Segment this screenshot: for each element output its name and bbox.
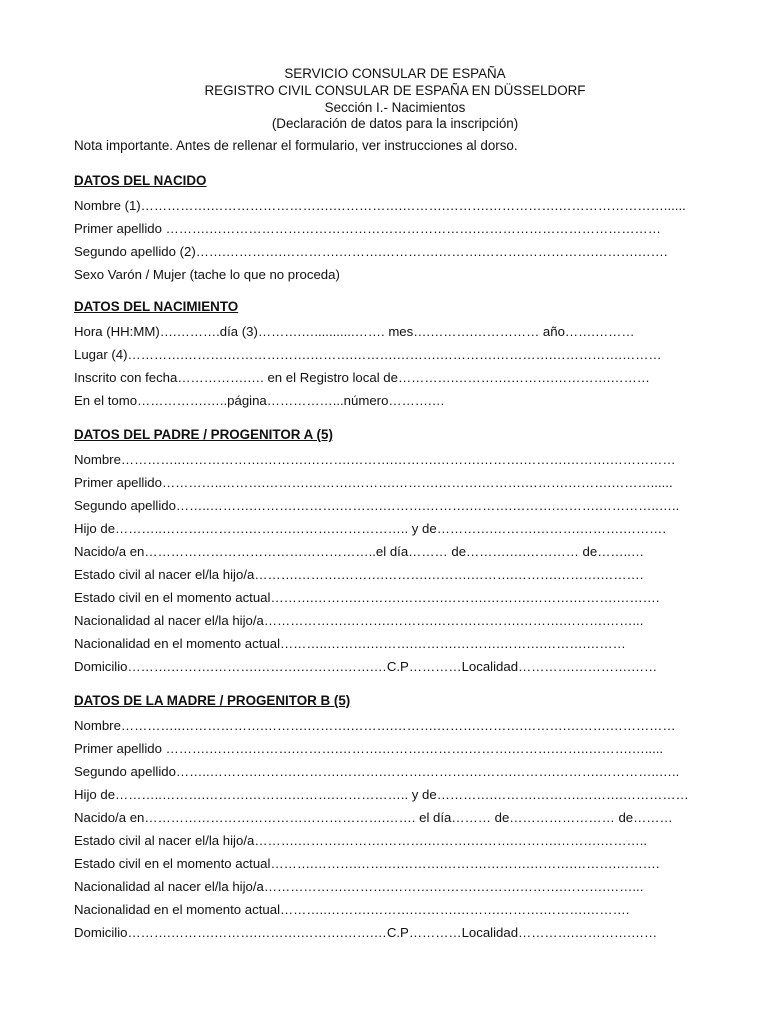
- field-line: Segundo apellido……..……….……….……….……….……….……….……….……….……….…………..…..: [74, 764, 680, 779]
- field-line: Nacido/a en……………………………………………..el día……… de……….….………… de……..…: [74, 544, 645, 559]
- form-header: [0, 66, 770, 133]
- field-line: Hijo de………..……….……….……….……….…………….. y de………….……….……….……….……………: [74, 787, 689, 802]
- field-line: Segundo apellido (2)…….………….………….……….………….……….……….…………….……….…….: [74, 244, 668, 259]
- header-line-3: Sección I.- Nacimientos: [324, 99, 466, 115]
- section-nacimiento: [74, 298, 662, 412]
- field-line: Inscrito con fecha…………….…. en el Registro local de………….………….……….………….………: [74, 370, 650, 385]
- field-line: Hora (HH:MM)….……….día (3)……….…...........……. mes….……….…………… año…….………: [74, 324, 635, 339]
- important-note: Nota importante. Antes de rellenar el formulario, ver instrucciones al dorso.: [74, 138, 518, 153]
- field-line: Sexo Varón / Mujer (tache lo que no proceda): [74, 267, 340, 282]
- section-nacido: [74, 172, 686, 286]
- field-line: Nombre (1)…………….……………………….…………….……….……….…………….……………………......: [74, 198, 686, 213]
- field-line: Nombre…………..……………….……….……….……….……….……….……….……….……….……………: [74, 452, 676, 467]
- header-line-2: REGISTRO CIVIL CONSULAR DE ESPAÑA EN DÜSSELDORF: [204, 82, 586, 98]
- field-line: Nombre…………..……………….……….……….……….……….……….……….……….……….……………: [74, 718, 676, 733]
- field-line: Domicilio……….……….……….……….……….…….…C.P…………Localidad………….………….……: [74, 925, 658, 940]
- section-title-madre: DATOS DE LA MADRE / PROGENITOR B (5): [74, 693, 351, 708]
- section-title-nacimiento: DATOS DEL NACIMIENTO: [74, 299, 239, 314]
- field-line: Nacionalidad en el momento actual………..……….……….……….……….……….……….………: [74, 636, 626, 651]
- field-line: En el tomo…………….…..página……………...número……….…: [74, 393, 445, 408]
- field-line: Lugar (4)………….……….……………….……….……….……….………….………….…………….………: [74, 347, 662, 362]
- field-line: Domicilio……….……….……….……….……….…….…C.P…………Localidad………….………….……: [74, 659, 658, 674]
- field-line: Primer apellido ……….…………………………………………………….……………………………………: [74, 221, 661, 236]
- field-line: Nacionalidad al nacer el/la hijo/a……………….……….……….……….……….……….……….……...: [74, 879, 644, 894]
- section-madre: [74, 692, 689, 944]
- field-line: Nacido/a en……………………………………………….……. el día……… de…………………… de………: [74, 810, 673, 825]
- section-title-padre: DATOS DEL PADRE / PROGENITOR A (5): [74, 427, 333, 442]
- field-line: Primer apellido…………..……….……….……….……….……….……….……….……….……….………......: [74, 475, 673, 490]
- field-line: Hijo de………..……….……….……….……….…………….. y de………….……….……….……….……….: [74, 521, 667, 536]
- field-line: Segundo apellido……..……….……….……….……….……….……….……….……….……….…………..…..: [74, 498, 680, 513]
- field-line: Estado civil al nacer el/la hijo/a……….……….……….……….……….……….……….……….……….: [74, 567, 644, 582]
- header-line-4: (Declaración de datos para la inscripción): [271, 116, 519, 132]
- field-line: Estado civil en el momento actual……….……….……….……….……….……….……….……….……….: [74, 856, 660, 871]
- field-line: Nacionalidad en el momento actual………..……….……….……….……….……….……….……….: [74, 902, 630, 917]
- field-line: Estado civil al nacer el/la hijo/a……….……….……….……….……….……….……….……….………..: [74, 833, 648, 848]
- section-title-nacido: DATOS DEL NACIDO: [74, 173, 207, 188]
- field-line: Estado civil en el momento actual……….……….……….……….……….……….……….……….……….: [74, 590, 660, 605]
- field-line: Nacionalidad al nacer el/la hijo/a……………….……….……….……….……….……….……….……...: [74, 613, 644, 628]
- section-padre: [74, 426, 679, 678]
- header-line-1: SERVICIO CONSULAR DE ESPAÑA: [284, 66, 506, 81]
- field-line: Primer apellido ……….……….……….……….……….……….……….……….……….……..……….….....: [74, 741, 664, 756]
